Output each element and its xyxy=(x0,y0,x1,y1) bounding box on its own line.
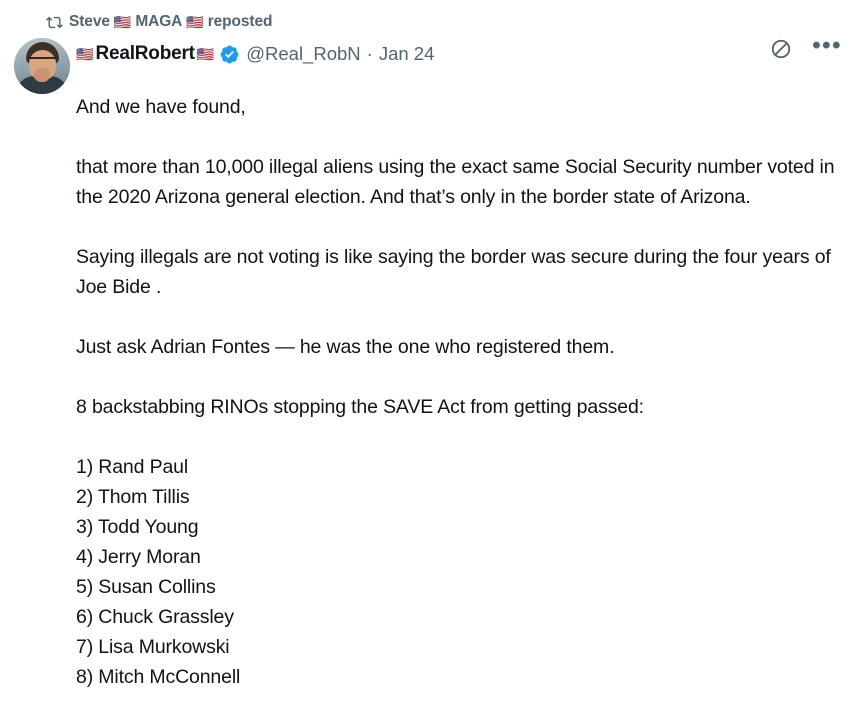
tweet-paragraph-4: Just ask Adrian Fontes — he was the one who registered them. xyxy=(76,336,615,358)
list-item: 4) Jerry Moran xyxy=(76,546,201,568)
us-flag-icon-2: 🇺🇸 xyxy=(186,13,204,30)
list-item: 2) Thom Tillis xyxy=(76,486,190,508)
post-date[interactable]: Jan 24 xyxy=(378,43,435,64)
avatar-column xyxy=(14,36,76,94)
author-handle[interactable]: @Real_RobN xyxy=(246,43,361,64)
list-item: 1) Rand Paul xyxy=(76,456,189,478)
tweet-text xyxy=(14,92,844,692)
tweet-paragraph-5: 8 backstabbing RINOs stopping the SAVE Act from getting passed: xyxy=(76,396,644,418)
us-flag-icon-right: 🇺🇸 xyxy=(196,46,215,62)
tweet-header xyxy=(14,32,844,94)
author-display-name[interactable]: RealRobert xyxy=(95,43,195,64)
repost-user-name-2: MAGA xyxy=(135,13,183,30)
repost-user-name: Steve xyxy=(69,13,110,30)
us-flag-icon: 🇺🇸 xyxy=(113,13,132,30)
repost-banner[interactable] xyxy=(46,10,844,34)
more-options-button[interactable]: ••• xyxy=(812,32,842,59)
separator-dot: · xyxy=(366,43,373,64)
tweet-paragraph-1: And we have found, xyxy=(76,96,246,118)
avatar[interactable] xyxy=(14,38,70,94)
ban-icon[interactable] xyxy=(770,38,792,60)
verified-badge-icon xyxy=(219,44,240,65)
retweet-icon xyxy=(46,14,63,31)
us-flag-icon-left: 🇺🇸 xyxy=(76,46,94,62)
tweet-paragraph-2: that more than 10,000 illegal aliens using the exact same Social Security number voted in the 2020 Arizona general election. And that’s only in the border state of Arizona. xyxy=(76,156,835,208)
list-item: 5) Susan Collins xyxy=(76,576,216,598)
header-actions xyxy=(770,32,842,60)
list-item: 3) Todd Young xyxy=(76,516,199,538)
author-line xyxy=(76,36,434,66)
list-item: 8) Mitch McConnell xyxy=(76,666,241,688)
repost-label xyxy=(69,13,272,31)
list-item: 6) Chuck Grassley xyxy=(76,606,234,628)
tweet-paragraph-3: Saying illegals are not voting is like saying the border was secure during the four years of Joe Bide . xyxy=(76,246,831,298)
repost-action-word: reposted xyxy=(207,13,273,30)
list-item: 7) Lisa Murkowski xyxy=(76,636,230,658)
